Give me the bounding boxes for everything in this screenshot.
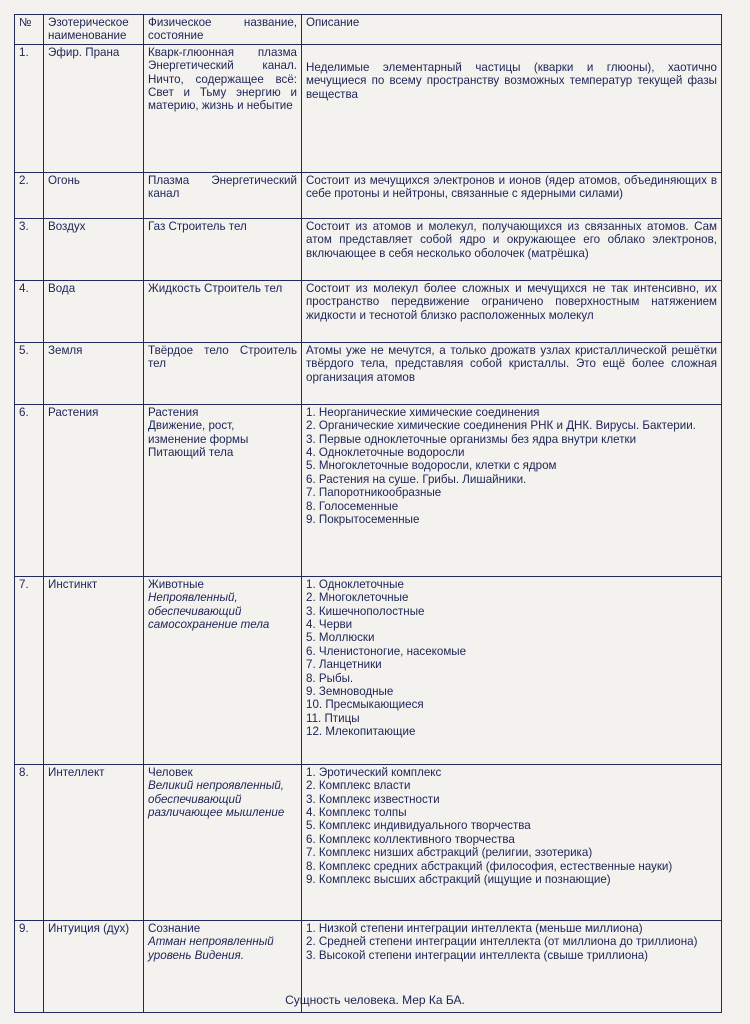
row-number: 5. bbox=[15, 342, 44, 404]
list-item: 8. Рыбы. bbox=[306, 671, 354, 685]
physical-italic-note: Великий непроявленный, обеспечивающий различающее мышление bbox=[148, 779, 285, 820]
row-physical-name: Газ Строитель тел bbox=[144, 218, 302, 280]
list-item: 5. Моллюски bbox=[306, 631, 375, 645]
row-number: 6. bbox=[15, 404, 44, 576]
physical-line: Растения bbox=[148, 405, 199, 419]
row-physical-name: Жидкость Строитель тел bbox=[144, 280, 302, 342]
physical-line: изменение формы bbox=[148, 432, 249, 446]
list-item: 12. Млекопитающие bbox=[306, 725, 416, 739]
list-item: 1. Неорганические химические соединения bbox=[306, 405, 540, 419]
row-description: Атомы уже не мечутся, а только дрожатв узлах кристаллической решётки твёрдого тела, представляя собой кристаллы. Это ещё более сложная организация атомов bbox=[302, 342, 722, 404]
row-physical-name: Твёрдое тело Строитель тел bbox=[144, 342, 302, 404]
row-physical-name bbox=[144, 404, 302, 576]
list-item: 7. Ланцетники bbox=[306, 658, 382, 672]
row-esoteric-name: Инстинкт bbox=[44, 576, 144, 764]
physical-line: Животные bbox=[148, 577, 204, 591]
page-caption: Сущность человека. Мер Ка БА. bbox=[285, 993, 465, 1007]
list-item: 3. Высокой степени интеграции интеллекта (свыше триллиона) bbox=[306, 948, 649, 962]
table-row bbox=[15, 280, 722, 342]
row-number: 9. bbox=[15, 920, 44, 1012]
physical-line: Питающий тела bbox=[148, 446, 234, 460]
list-item: 9. Покрытосеменные bbox=[306, 513, 420, 527]
list-item: 4. Одноклеточные водоросли bbox=[306, 446, 465, 460]
list-item: 1. Одноклеточные bbox=[306, 577, 404, 591]
list-item: 6. Членистоногие, насекомые bbox=[306, 644, 467, 658]
list-item: 7. Папоротникообразные bbox=[306, 486, 442, 500]
row-number: 8. bbox=[15, 764, 44, 920]
row-physical-name bbox=[144, 764, 302, 920]
physical-italic-note: Атман непроявленный уровень Видения. bbox=[148, 935, 274, 962]
list-item: 1. Низкой степени интеграции интеллекта (меньше миллиона) bbox=[306, 921, 643, 935]
row-esoteric-name: Интуиция (дух) bbox=[44, 920, 144, 1012]
row-number: 2. bbox=[15, 172, 44, 218]
physical-italic-note: Непроявленный, обеспечивающий самосохранение тела bbox=[148, 591, 270, 632]
table-row bbox=[15, 764, 722, 920]
row-number: 7. bbox=[15, 576, 44, 764]
row-physical-name bbox=[144, 576, 302, 764]
list-item: 2. Комплекс власти bbox=[306, 779, 411, 793]
row-esoteric-name: Эфир. Прана bbox=[44, 44, 144, 172]
list-item: 4. Черви bbox=[306, 618, 353, 632]
table-row bbox=[15, 404, 722, 576]
header-number: № bbox=[15, 15, 44, 45]
list-item: 3. Кишечнополостные bbox=[306, 604, 425, 618]
elements-table bbox=[14, 14, 722, 1013]
row-description: Неделимые элементарный частицы (кварки и глюоны), хаотично мечущиеся по всему пространству возможных температур текущей фазы вещества bbox=[302, 44, 722, 172]
list-item: 5. Комплекс индивидуального творчества bbox=[306, 819, 531, 833]
list-item: 2. Многоклеточные bbox=[306, 591, 409, 605]
row-number: 4. bbox=[15, 280, 44, 342]
list-item: 10. Пресмыкающиеся bbox=[306, 698, 424, 712]
list-item: 2. Органические химические соединения РНК и ДНК. Вирусы. Бактерии. bbox=[306, 419, 696, 433]
list-item: 6. Растения на суше. Грибы. Лишайники. bbox=[306, 472, 527, 486]
row-description bbox=[302, 404, 722, 576]
row-esoteric-name: Растения bbox=[44, 404, 144, 576]
list-item: 3. Комплекс известности bbox=[306, 792, 440, 806]
row-physical-name: Кварк-глюонная плазма Энергетический канал. Ничто, содержащее всё: Свет и Тьму энергию и материю, жизнь и небытие bbox=[144, 44, 302, 172]
row-esoteric-name: Воздух bbox=[44, 218, 144, 280]
table-row bbox=[15, 342, 722, 404]
list-item: 2. Средней степени интеграции интеллекта (от миллиона до триллиона) bbox=[306, 935, 698, 949]
row-description: Состоит из молекул более сложных и мечущихся не так интенсивно, их пространство передвижение ограничено поверхностным натяжением жидкости и теснотой близко расположенных молекул bbox=[302, 280, 722, 342]
list-item: 9. Земноводные bbox=[306, 685, 394, 699]
row-physical-name: Плазма Энергетический канал bbox=[144, 172, 302, 218]
header-description: Описание bbox=[302, 15, 722, 45]
row-number: 3. bbox=[15, 218, 44, 280]
row-esoteric-name: Земля bbox=[44, 342, 144, 404]
list-item: 3. Первые одноклеточные организмы без ядра внутри клетки bbox=[306, 432, 637, 446]
table-row bbox=[15, 44, 722, 172]
list-item: 11. Птицы bbox=[306, 711, 360, 725]
row-description bbox=[302, 764, 722, 920]
header-physical-name: Физическое название, состояние bbox=[144, 15, 302, 45]
table-row bbox=[15, 218, 722, 280]
list-item: 6. Комплекс коллективного творчества bbox=[306, 832, 515, 846]
table-header-row bbox=[15, 15, 722, 45]
physical-line: Движение, рост, bbox=[148, 419, 235, 433]
header-esoteric-name: Эзотерическое наименование bbox=[44, 15, 144, 45]
list-item: 4. Комплекс толпы bbox=[306, 806, 407, 820]
list-item: 5. Многоклеточные водоросли, клетки с ядром bbox=[306, 459, 557, 473]
list-item: 8. Комплекс средних абстракций (философия, естественные науки) bbox=[306, 859, 673, 873]
row-description bbox=[302, 576, 722, 764]
list-item: 8. Голосеменные bbox=[306, 499, 399, 513]
row-esoteric-name: Огонь bbox=[44, 172, 144, 218]
row-description: Состоит из мечущихся электронов и ионов (ядер атомов, объединяющих в себе протоны и нейтроны, связанные с ядерными силами) bbox=[302, 172, 722, 218]
row-esoteric-name: Вода bbox=[44, 280, 144, 342]
row-number: 1. bbox=[15, 44, 44, 172]
row-esoteric-name: Интеллект bbox=[44, 764, 144, 920]
list-item: 9. Комплекс высших абстракций (ищущие и познающие) bbox=[306, 873, 611, 887]
table-row bbox=[15, 172, 722, 218]
physical-line: Сознание bbox=[148, 921, 201, 935]
list-item: 7. Комплекс низших абстракций (религии, эзотерика) bbox=[306, 846, 593, 860]
row-description: Состоит из атомов и молекул, получающихся из связанных атомов. Сам атом представляет собой ядро и окружающее его облако электронов, включающее в себя несколько оболочек (матрёшка) bbox=[302, 218, 722, 280]
list-item: 1. Эротический комплекс bbox=[306, 765, 442, 779]
table-row bbox=[15, 576, 722, 764]
physical-line: Человек bbox=[148, 765, 193, 779]
